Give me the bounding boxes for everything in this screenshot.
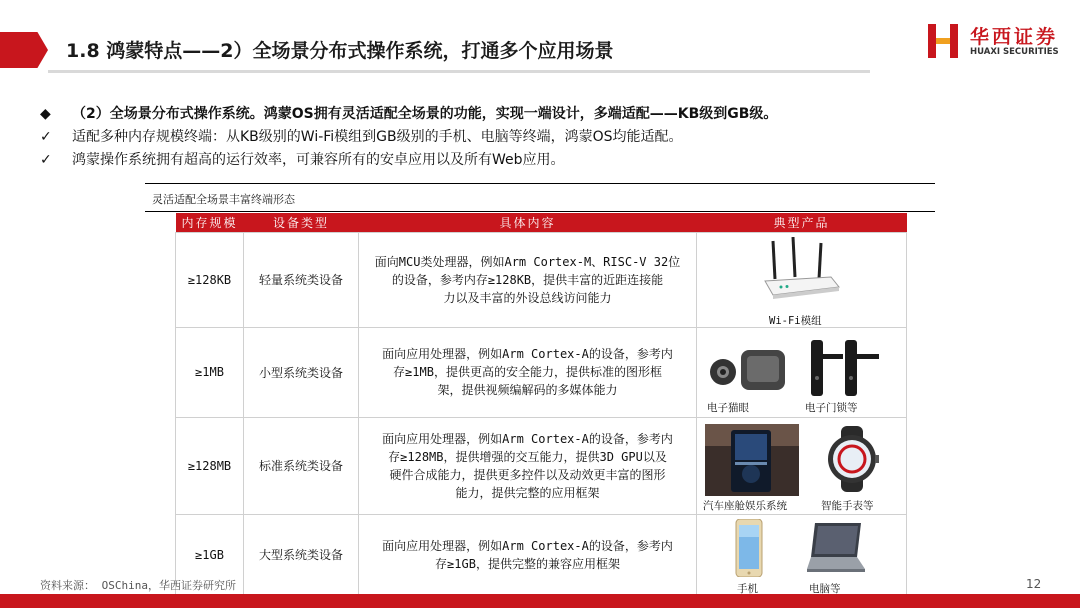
desc-line: 架，提供视频编解码的多媒体能力 xyxy=(437,383,618,397)
description-cell xyxy=(359,514,697,595)
table-header-row xyxy=(176,213,907,232)
door-lock-icon xyxy=(805,338,885,398)
description-cell xyxy=(359,232,697,327)
footer-bar xyxy=(0,594,1080,608)
memory-cell: ≥1MB xyxy=(176,327,244,417)
desc-line: 能力，提供完整的应用框架 xyxy=(455,485,600,500)
bullet-sub xyxy=(40,149,565,169)
product-label: 电脑等 xyxy=(809,582,841,595)
smart-peephole-icon xyxy=(709,346,789,396)
huaxi-logo-icon xyxy=(928,24,958,58)
product-label: 电子猫眼 xyxy=(707,401,749,414)
product-label: 电子门锁等 xyxy=(805,401,858,414)
table-row xyxy=(176,232,907,327)
device-type-cell: 轻量系统类设备 xyxy=(244,232,359,327)
memory-cell: ≥1GB xyxy=(176,514,244,595)
product-cell xyxy=(697,232,907,327)
product-label: 汽车座舱娱乐系统 xyxy=(703,499,787,512)
bullet-main xyxy=(40,103,777,123)
col-header-type: 设备类型 xyxy=(244,213,359,232)
device-type-cell: 标准系统类设备 xyxy=(244,417,359,514)
desc-line: 存≥1MB，提供更高的安全能力，提供标准的图形框 xyxy=(393,365,662,379)
col-header-memory: 内存规模 xyxy=(176,213,244,232)
product-cell xyxy=(697,327,907,417)
device-type-cell: 小型系统类设备 xyxy=(244,327,359,417)
page-number: 12 xyxy=(1026,577,1042,591)
logo-en-text: HUAXI SECURITIES xyxy=(970,47,1059,57)
col-header-products: 典型产品 xyxy=(697,213,907,232)
desc-line: 的设备，参考内存≥128KB，提供丰富的近距连接能 xyxy=(391,272,664,287)
title-underline xyxy=(48,70,870,73)
table-row xyxy=(176,417,907,514)
memory-cell: ≥128MB xyxy=(176,417,244,514)
desc-line: 力以及丰富的外设总线访问能力 xyxy=(443,290,612,305)
check-icon: ✓ xyxy=(40,152,52,168)
device-type-cell: 大型系统类设备 xyxy=(244,514,359,595)
caption-rule-bottom xyxy=(145,211,935,212)
desc-line: 面向MCU类处理器，例如Arm Cortex-M、RISC-V 32位 xyxy=(374,254,681,269)
memory-cell: ≥128KB xyxy=(176,232,244,327)
bullet-text: （2）全场景分布式操作系统。鸿蒙OS拥有灵活适配全场景的功能，实现一端设计，多端适配——KB级到GB级。 xyxy=(72,106,778,122)
product-label: 手机 xyxy=(737,582,758,595)
description-cell xyxy=(359,327,697,417)
table-caption: 灵活适配全场景丰富终端形态 xyxy=(152,193,295,206)
smartwatch-icon xyxy=(825,426,881,492)
check-icon: ✓ xyxy=(40,129,52,145)
logo-cn-text: 华西证券 xyxy=(970,26,1059,48)
desc-line: 面向应用处理器，例如Arm Cortex-A的设备，参考内 xyxy=(382,538,673,553)
desc-line: 存≥128MB，提供增强的交互能力，提供3D GPU以及 xyxy=(388,449,667,464)
wifi-router-icon xyxy=(763,237,841,303)
page-title: 1.8 鸿蒙特点——2）全场景分布式操作系统，打通多个应用场景 xyxy=(66,40,614,62)
bullet-sub xyxy=(40,126,683,146)
caption-rule-top xyxy=(145,183,935,184)
bullet-text: 鸿蒙操作系统拥有超高的运行效率，可兼容所有的安卓应用以及所有Web应用。 xyxy=(72,152,565,168)
table-row xyxy=(176,514,907,595)
desc-line: 面向应用处理器，例如Arm Cortex-A的设备，参考内 xyxy=(382,431,673,446)
product-label: 智能手表等 xyxy=(821,499,874,512)
laptop-icon xyxy=(805,523,867,575)
car-infotainment-icon xyxy=(705,424,799,496)
diamond-bullet-icon: ◆ xyxy=(40,106,51,122)
product-cell xyxy=(697,417,907,514)
title-accent-bar xyxy=(0,32,48,68)
product-cell xyxy=(697,514,907,595)
company-logo xyxy=(928,22,1068,62)
terminal-spec-table xyxy=(175,213,907,596)
phone-icon xyxy=(735,519,763,577)
desc-line: 面向应用处理器，例如Arm Cortex-A的设备，参考内 xyxy=(382,347,673,361)
source-note: 资料来源： OSChina，华西证券研究所 xyxy=(40,579,236,592)
col-header-content: 具体内容 xyxy=(359,213,697,232)
product-label: Wi-Fi模组 xyxy=(769,314,822,327)
bullet-text: 适配多种内存规模终端：从KB级别的Wi-Fi模组到GB级别的手机、电脑等终端，鸿蒙OS均能适配。 xyxy=(72,129,683,145)
description-cell xyxy=(359,417,697,514)
table-row xyxy=(176,327,907,417)
desc-line: 存≥1GB，提供完整的兼容应用框架 xyxy=(435,556,620,571)
desc-line: 硬件合成能力，提供更多控件以及动效更丰富的图形 xyxy=(389,467,666,482)
